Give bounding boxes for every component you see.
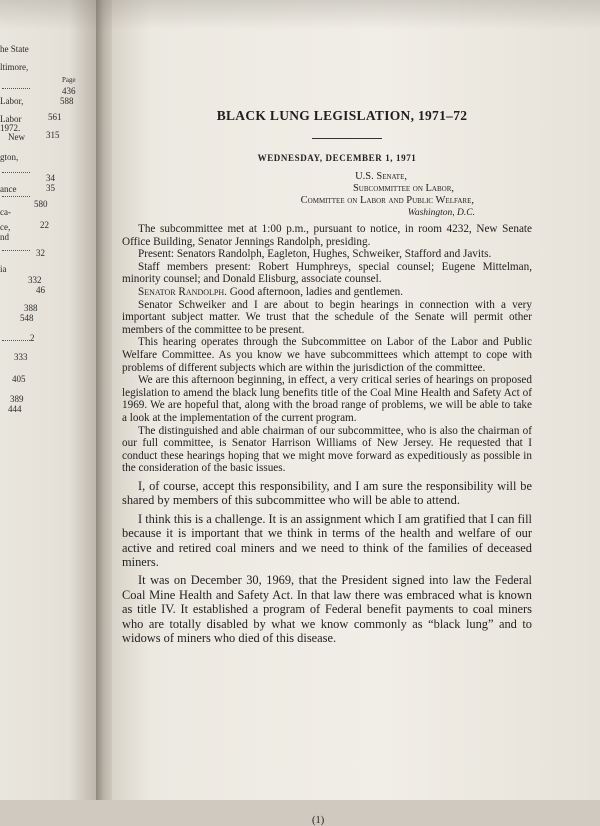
paragraph: I, of course, accept this responsibility, and I am sure the responsibility will be shared by members of this subcommittee who will be able to attend. (122, 478, 532, 508)
document-page (112, 0, 600, 826)
page-content (122, 108, 532, 826)
left-page-number: 388 (24, 303, 38, 313)
leader-dots (2, 250, 30, 251)
paragraph: It was on December 30, 1969, that the President signed into law the Federal Coal Mine Health and Safety Act. In that law there was embraced what is known as title IV. It established a program of Federal benefit payments to coal miners who are totally disabled by what we know commonly as “black lung” and to widows of miners who died of this disease. (122, 573, 532, 645)
document-body (122, 223, 532, 645)
left-page-number: 580 (34, 199, 48, 209)
venue-location: Washington, D.C. (407, 208, 475, 218)
left-page-number: 34 (46, 173, 55, 183)
left-page-number: 332 (28, 275, 42, 285)
speaker-name: Senator Randolph. (138, 285, 227, 298)
left-page-fragment: ca- (0, 207, 11, 217)
left-page-fragment: Labor (0, 114, 22, 124)
left-page-number: 315 (46, 130, 60, 140)
page-number: (1) (312, 815, 325, 826)
left-page-fragment: ance (0, 184, 17, 194)
left-page-number: 22 (40, 220, 49, 230)
left-page-fragment: ltimore, (0, 62, 29, 72)
left-facing-page (0, 0, 98, 800)
left-page-fragment: ce, (0, 222, 11, 232)
paragraph-text: Good afternoon, ladies and gentlemen. (229, 285, 404, 298)
left-page-fragment: he State (0, 44, 29, 54)
left-page-fragment: ia (0, 264, 7, 274)
left-page-number: 389 (10, 394, 24, 404)
left-page-fragment: gton, (0, 152, 19, 162)
leader-dots (2, 88, 30, 89)
paragraph: Senator Schweiker and I are about to begin hearings in connection with a very important subject matter. We trust that the schedule of the Senate will permit other members of the committee to be present. (122, 298, 532, 336)
left-page-number: 588 (60, 96, 74, 106)
paragraph: This hearing operates through the Subcommittee on Labor of the Labor and Public Welfare Committee. As you know we have subcommittees which attempt to cope with problems of different subjects which are within the jurisdiction of the committee. (122, 336, 532, 374)
venue-committee: Committee on Labor and Public Welfare, (300, 195, 474, 206)
venue-senate: U.S. Senate, (355, 171, 407, 182)
left-page-number: 436 (62, 86, 76, 96)
venue-subcommittee: Subcommittee on Labor, (352, 183, 454, 194)
left-page-fragment: New (8, 132, 25, 142)
leader-dots (2, 196, 30, 197)
left-page-number: 561 (48, 112, 62, 122)
paragraph: We are this afternoon beginning, in effect, a very critical series of hearings on proposed legislation to amend the black lung benefits title of the Coal Mine Health and Safety Act of 1969. We are hopeful that, along with the broad range of problems, we will be able to take a look at the implementation of the current program. (122, 374, 532, 424)
left-page-number: 333 (14, 352, 28, 362)
paragraph: I think this is a challenge. It is an assignment which I am gratified that I can fill because it is important that we think in terms of the health and welfare of our active and retired coal miners and we need to think of the families of deceased miners. (122, 511, 532, 569)
left-page-number: 2 (30, 333, 35, 343)
left-page-number: 35 (46, 183, 55, 193)
left-page-fragment: Labor, (0, 96, 24, 106)
left-page-number: 548 (20, 313, 34, 323)
leader-dots (2, 172, 30, 173)
left-page-fragment: 1972. (0, 123, 21, 133)
left-page-number: 46 (36, 285, 45, 295)
title-rule (312, 138, 382, 139)
left-page-number: 32 (36, 248, 45, 258)
page-title: BLACK LUNG LEGISLATION, 1971–72 (216, 108, 468, 123)
paragraph: Present: Senators Randolph, Eagleton, Hughes, Schweiker, Stafford and Javits. (138, 248, 492, 261)
hearing-date: WEDNESDAY, DECEMBER 1, 1971 (257, 153, 417, 163)
left-page-number: 444 (8, 404, 22, 414)
left-page-page-header: Page (62, 76, 76, 84)
hearing-venue (122, 171, 532, 219)
left-page-fragment: nd (0, 232, 9, 242)
leader-dots (2, 340, 30, 341)
paragraph (122, 286, 532, 299)
paragraph: The distinguished and able chairman of our subcommittee, who is also the chairman of our full committee, is Senator Harrison Williams of New Jersey. He requested that I conduct these hearings hoping that we might move forward as expeditiously as possible in the consideration of the basic issues. (122, 424, 532, 475)
paragraph: Staff members present: Robert Humphreys, special counsel; Eugene Mittelman, minority counsel; and Donald Elisburg, associate counsel. (122, 260, 532, 286)
paragraph: The subcommittee met at 1:00 p.m., pursuant to notice, in room 4232, New Senate Office Building, Senator Jennings Randolph, presiding. (122, 223, 532, 248)
left-page-number: 405 (12, 374, 26, 384)
